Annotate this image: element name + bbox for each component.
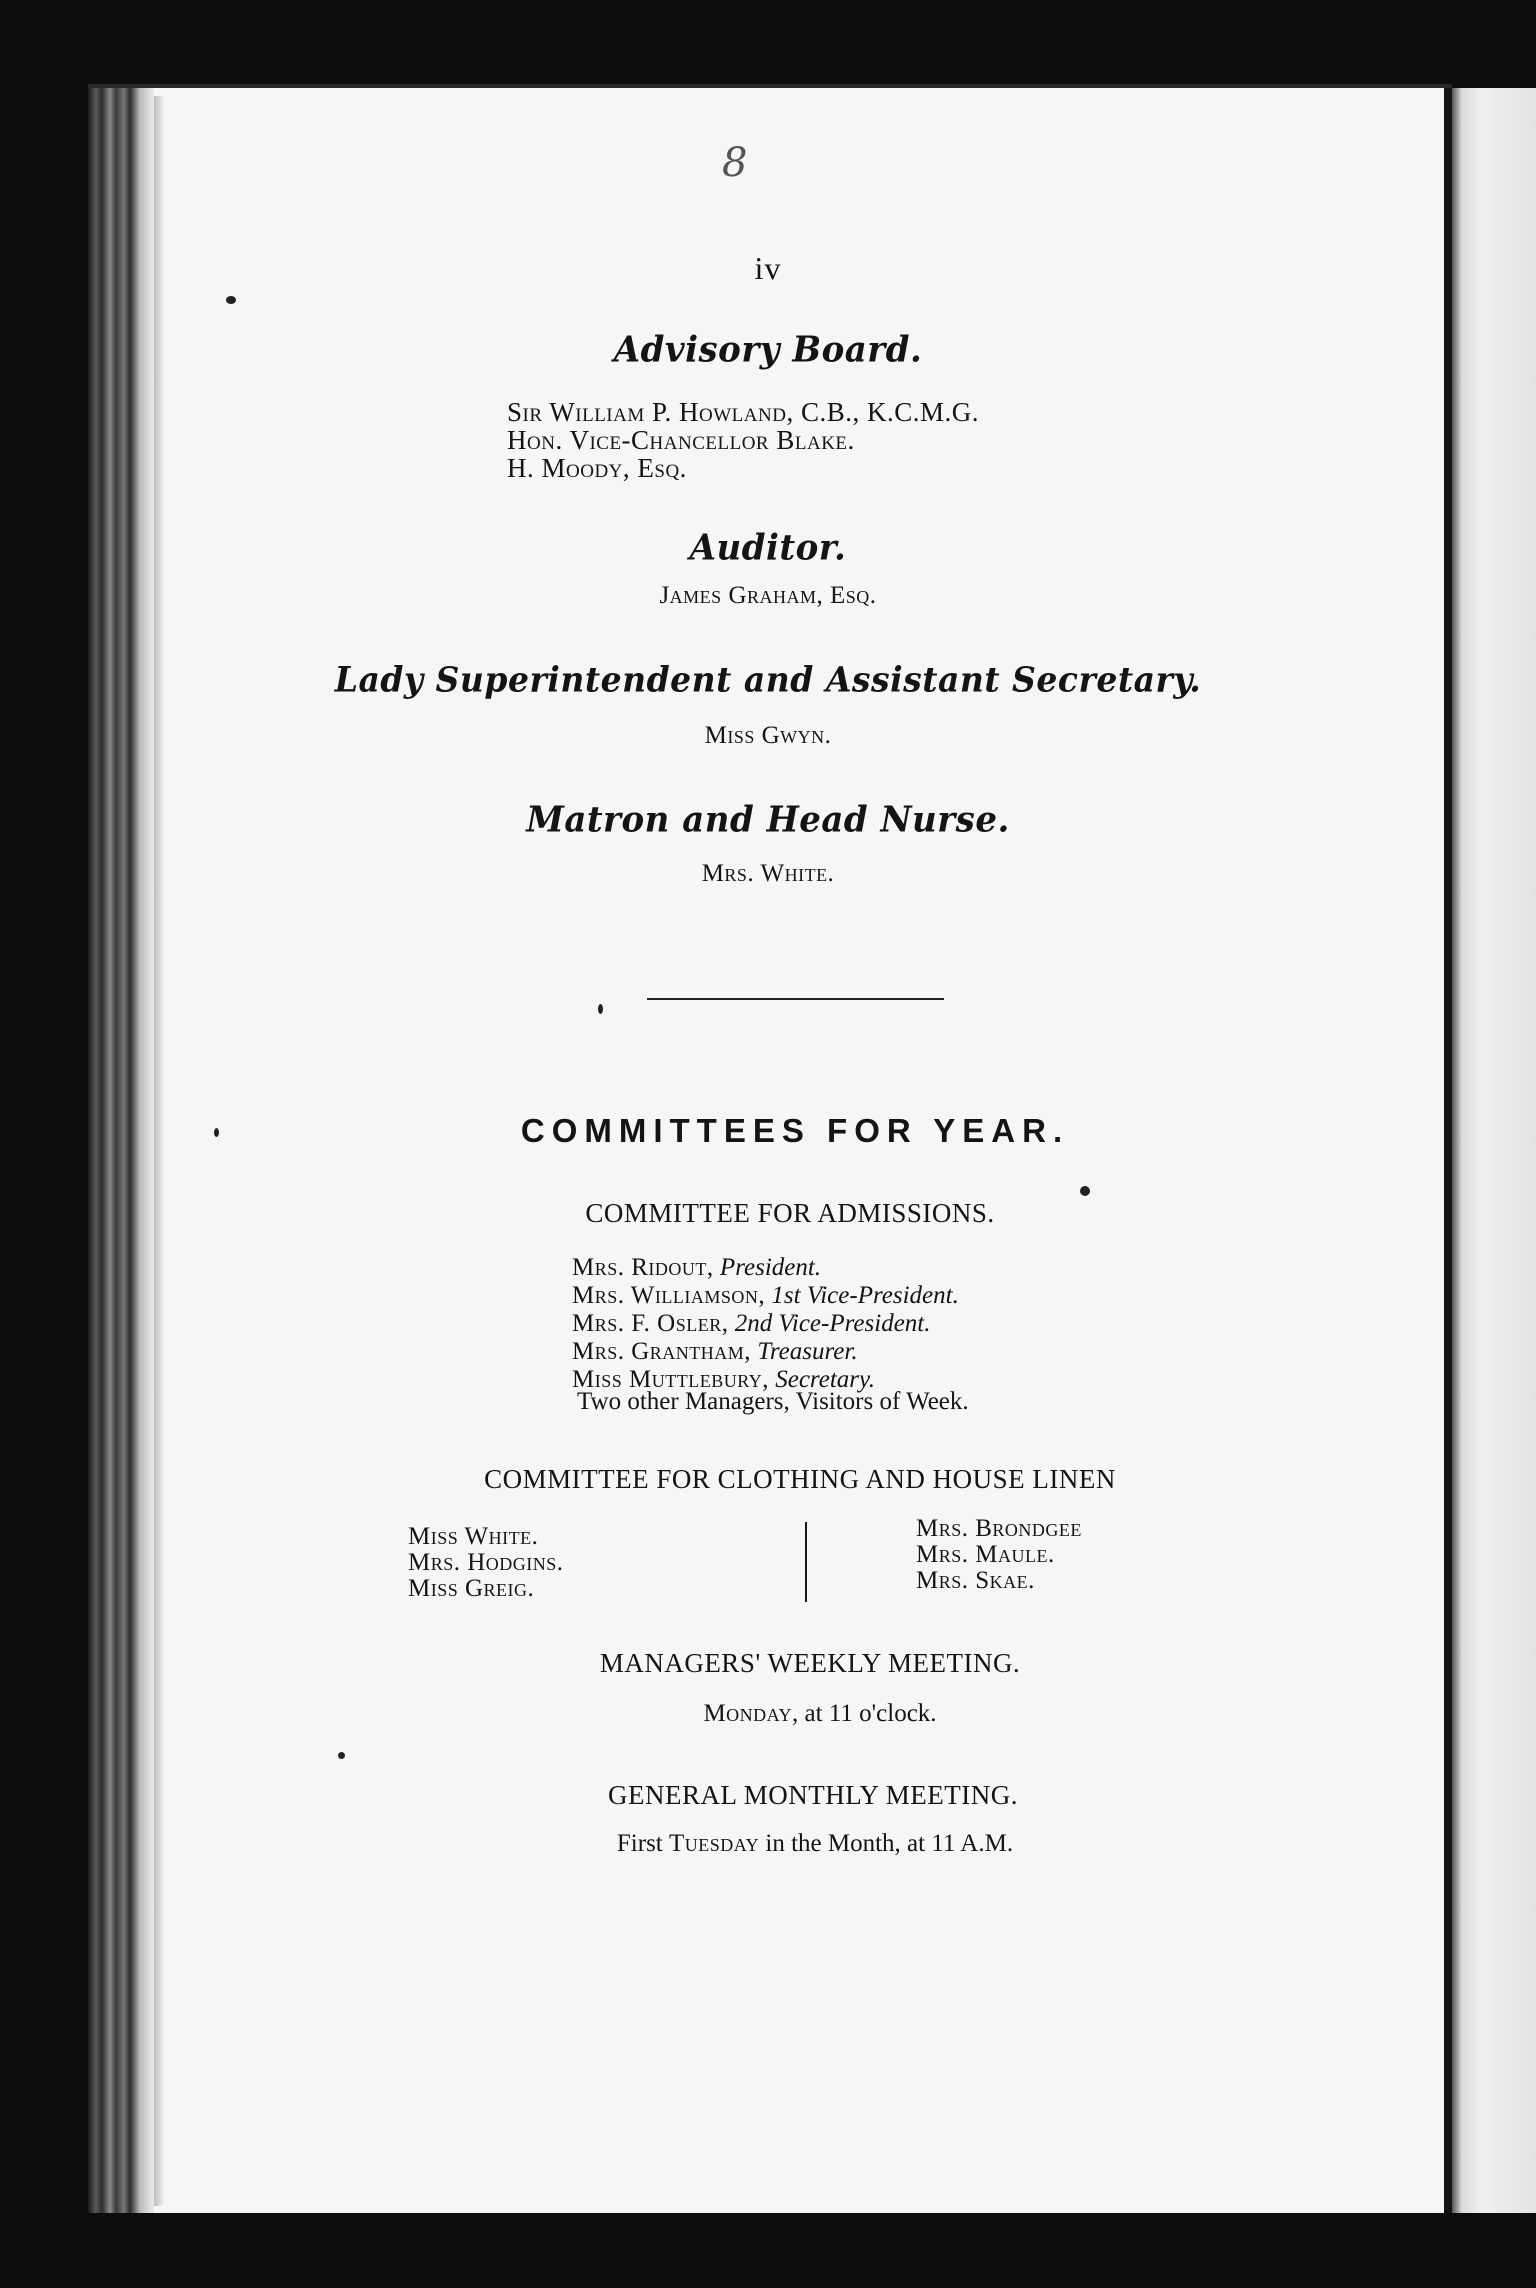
clothing-committee-left-column <box>408 1524 564 1602</box>
monthly-meeting-prefix: First <box>616 1830 670 1857</box>
admissions-extra-note: Two other Managers, Visitors of Week. <box>577 1388 969 1415</box>
clothing-member: Mrs. Hodgins. <box>408 1549 564 1576</box>
admissions-member <box>572 1254 959 1282</box>
monthly-meeting-hour: in the Month, at 11 A.M. <box>759 1830 1014 1857</box>
clothing-member: Miss White. <box>408 1523 539 1550</box>
member-name: Mrs. Ridout, <box>572 1254 714 1281</box>
auditor-heading: Auditor. <box>689 527 847 569</box>
clothing-member: Mrs. Maule. <box>916 1541 1055 1568</box>
clothing-committee-heading: COMMITTEE FOR CLOTHING AND HOUSE LINEN <box>484 1464 1116 1494</box>
member-role: Treasurer. <box>757 1338 858 1365</box>
monthly-meeting-heading: GENERAL MONTHLY MEETING. <box>608 1780 1018 1810</box>
admissions-committee-list <box>572 1254 959 1394</box>
advisory-member: Hon. Vice-Chancellor Blake. <box>507 425 855 455</box>
lady-superintendent-heading: Lady Superintendent and Assistant Secretary. <box>334 659 1202 700</box>
matron-heading: Matron and Head Nurse. <box>526 799 1010 841</box>
committees-heading: COMMITTEES FOR YEAR. <box>520 1112 1070 1149</box>
member-name: Mrs. Grantham, <box>572 1338 752 1365</box>
member-role: 1st Vice-President. <box>771 1282 959 1309</box>
admissions-member <box>572 1310 959 1338</box>
member-role: Secretary. <box>775 1366 875 1393</box>
weekly-meeting-heading: MANAGERS' WEEKLY MEETING. <box>599 1648 1021 1678</box>
admissions-committee-heading: COMMITTEE FOR ADMISSIONS. <box>585 1198 995 1228</box>
clothing-member: Mrs. Skae. <box>916 1567 1035 1594</box>
column-divider <box>805 1522 807 1602</box>
section-divider-rule <box>647 998 944 1000</box>
member-name: Mrs. Williamson, <box>572 1282 766 1309</box>
weekly-meeting-hour: , at 11 o'clock. <box>792 1700 937 1727</box>
page-folio: iv <box>754 250 782 286</box>
clothing-member: Miss Greig. <box>408 1575 535 1602</box>
monthly-meeting-day: Tuesday <box>669 1830 760 1857</box>
member-name: Miss Muttlebury, <box>572 1366 769 1393</box>
advisory-board-list <box>507 398 979 482</box>
matron-name: Mrs. White. <box>701 860 835 887</box>
weekly-meeting-time <box>0 1700 1536 1728</box>
advisory-member: H. Moody, Esq. <box>507 453 687 483</box>
auditor-name: James Graham, Esq. <box>659 582 877 609</box>
admissions-member <box>572 1338 959 1366</box>
weekly-meeting-day: Monday <box>703 1700 793 1727</box>
advisory-board-heading: Advisory Board. <box>613 329 923 371</box>
member-role: 2nd Vice-President. <box>734 1310 931 1337</box>
pencil-annotation: 8 <box>722 140 748 186</box>
clothing-committee-right-column <box>916 1516 1082 1594</box>
member-role: President. <box>719 1254 822 1281</box>
advisory-member: Sir William P. Howland, C.B., K.C.M.G. <box>507 397 979 427</box>
monthly-meeting-time <box>0 1830 1536 1858</box>
clothing-member: Mrs. Brondgee <box>916 1515 1082 1542</box>
admissions-member <box>572 1282 959 1310</box>
lady-superintendent-name: Miss Gwyn. <box>704 722 832 749</box>
member-name: Mrs. F. Osler, <box>572 1310 729 1337</box>
